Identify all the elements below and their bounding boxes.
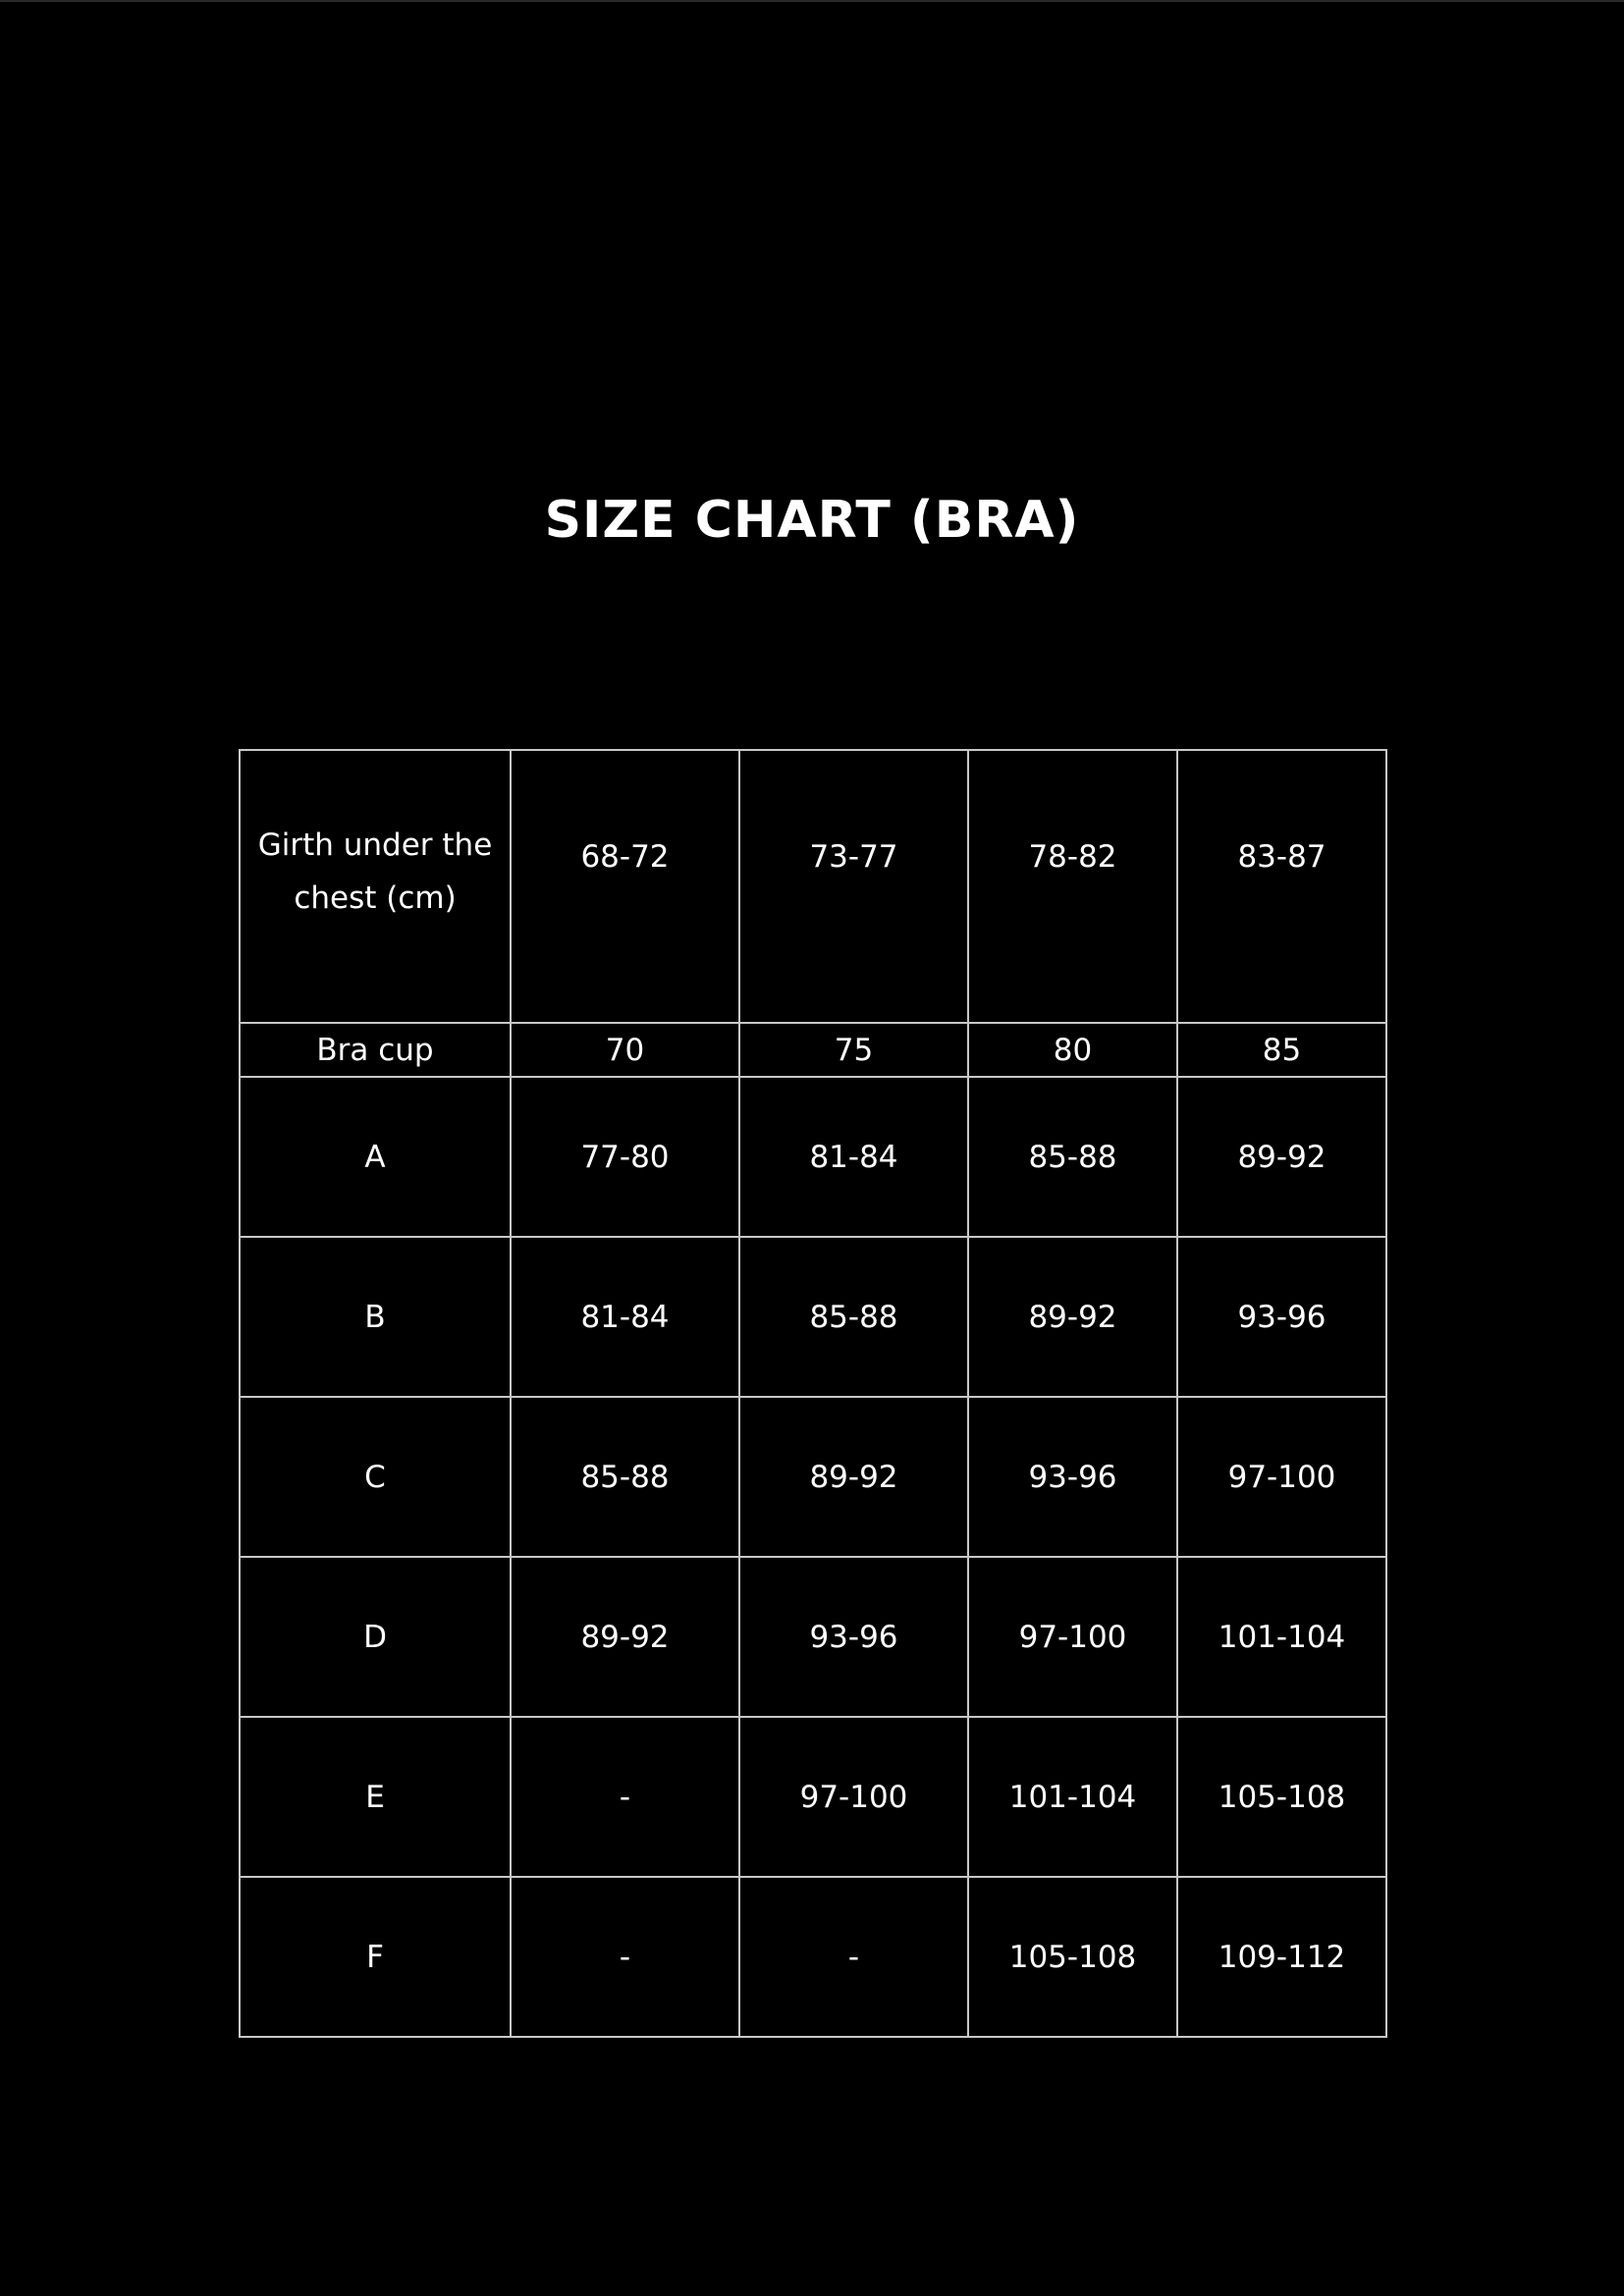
table-cell: 89-92 [739, 1397, 968, 1557]
girth-row [240, 750, 1386, 1023]
table-cell: 93-96 [1177, 1237, 1386, 1397]
table-row [240, 1557, 1386, 1717]
band-size-value: 85 [1177, 1023, 1386, 1077]
table-row [240, 1237, 1386, 1397]
table-cell: - [511, 1877, 739, 2037]
girth-label: Girth under the chest (cm) [240, 750, 511, 1023]
table-cell: 81-84 [739, 1077, 968, 1237]
table-row [240, 1717, 1386, 1877]
cup-size-label: B [240, 1237, 511, 1397]
page-title: SIZE CHART (BRA) [544, 491, 1080, 550]
table-row [240, 1077, 1386, 1237]
table-cell: 81-84 [511, 1237, 739, 1397]
table-cell: 105-108 [968, 1877, 1177, 2037]
table-cell: 85-88 [511, 1397, 739, 1557]
cup-size-label: E [240, 1717, 511, 1877]
girth-value: 78-82 [968, 750, 1177, 1023]
table-cell: 101-104 [968, 1717, 1177, 1877]
size-chart-table [239, 749, 1387, 2038]
band-size-value: 75 [739, 1023, 968, 1077]
table-cell: 97-100 [739, 1717, 968, 1877]
table-row [240, 1397, 1386, 1557]
table-cell: 93-96 [739, 1557, 968, 1717]
table-cell: 77-80 [511, 1077, 739, 1237]
cup-size-label: C [240, 1397, 511, 1557]
table-row [240, 1877, 1386, 2037]
table-cell: 109-112 [1177, 1877, 1386, 2037]
table-cell: 93-96 [968, 1397, 1177, 1557]
band-size-value: 70 [511, 1023, 739, 1077]
top-divider [0, 0, 1624, 2]
table-cell: - [739, 1877, 968, 2037]
cup-size-label: A [240, 1077, 511, 1237]
table-cell: 97-100 [1177, 1397, 1386, 1557]
bra-cup-label: Bra cup [240, 1023, 511, 1077]
table-cell: 85-88 [739, 1237, 968, 1397]
table-cell: 89-92 [511, 1557, 739, 1717]
band-size-value: 80 [968, 1023, 1177, 1077]
band-size-row [240, 1023, 1386, 1077]
table-cell: 97-100 [968, 1557, 1177, 1717]
table-cell: 105-108 [1177, 1717, 1386, 1877]
table-cell: 89-92 [1177, 1077, 1386, 1237]
table-cell: - [511, 1717, 739, 1877]
table-cell: 89-92 [968, 1237, 1177, 1397]
table-cell: 85-88 [968, 1077, 1177, 1237]
cup-size-label: F [240, 1877, 511, 2037]
table-cell: 101-104 [1177, 1557, 1386, 1717]
girth-value: 73-77 [739, 750, 968, 1023]
girth-value: 83-87 [1177, 750, 1386, 1023]
girth-value: 68-72 [511, 750, 739, 1023]
cup-size-label: D [240, 1557, 511, 1717]
